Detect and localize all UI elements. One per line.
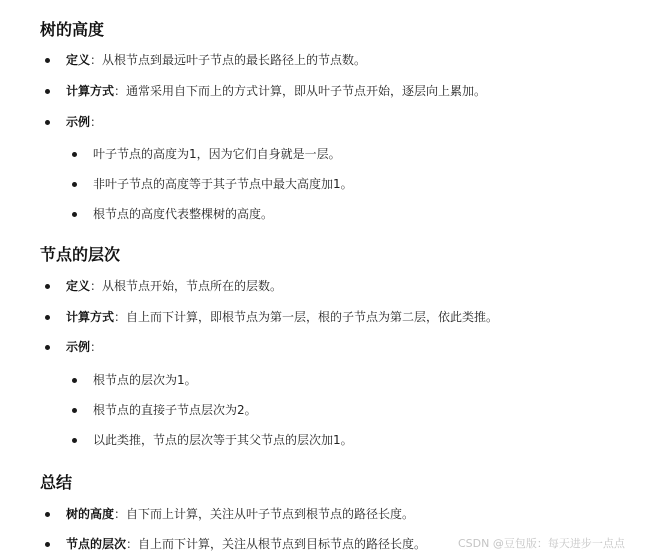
sub-list-item bbox=[93, 432, 353, 448]
sub-item-text: 根节点的层次为1。 bbox=[93, 373, 197, 387]
list-item bbox=[66, 278, 282, 294]
item-text: ： bbox=[90, 340, 103, 354]
bullet-dot bbox=[45, 58, 50, 63]
bullet-dot bbox=[45, 315, 50, 320]
item-label: 计算方式 bbox=[66, 84, 115, 98]
bullet-dot bbox=[45, 542, 50, 547]
bullet-dot bbox=[72, 378, 77, 383]
item-label: 定义 bbox=[66, 53, 91, 67]
list-item bbox=[66, 114, 102, 130]
item-label: 定义 bbox=[66, 279, 91, 293]
item-label: 计算方式 bbox=[66, 310, 115, 324]
list-item bbox=[66, 52, 366, 68]
watermark: CSDN @豆包版：每天进步一点点 bbox=[458, 537, 625, 550]
section-title-node-level: 节点的层次 bbox=[40, 245, 121, 264]
bullet-dot bbox=[72, 212, 77, 217]
bullet-dot bbox=[45, 89, 50, 94]
section-title-summary: 总结 bbox=[40, 473, 73, 492]
bullet-dot bbox=[72, 438, 77, 443]
item-text: ：从根节点到最远叶子节点的最长路径上的节点数。 bbox=[90, 53, 367, 67]
item-label: 示例 bbox=[66, 115, 91, 129]
bullet-dot bbox=[45, 512, 50, 517]
sub-list-item bbox=[93, 176, 353, 192]
item-text: ：自上而下计算，关注从根节点到目标节点的路径长度。 bbox=[126, 537, 427, 551]
sub-item-text: 以此类推，节点的层次等于其父节点的层次加1。 bbox=[93, 433, 353, 447]
list-item bbox=[66, 309, 498, 325]
sub-list-item bbox=[93, 372, 197, 388]
sub-item-text: 非叶子节点的高度等于其子节点中最大高度加1。 bbox=[93, 177, 353, 191]
list-item bbox=[66, 83, 486, 99]
bullet-dot bbox=[45, 345, 50, 350]
section-title-tree-height: 树的高度 bbox=[40, 20, 105, 39]
list-item bbox=[66, 536, 426, 552]
list-item bbox=[66, 339, 102, 355]
item-label: 节点的层次 bbox=[66, 537, 127, 551]
list-item bbox=[66, 506, 414, 522]
item-text: ：通常采用自下而上的方式计算，即从叶子节点开始，逐层向上累加。 bbox=[114, 84, 487, 98]
item-text: ：自下而上计算，关注从叶子节点到根节点的路径长度。 bbox=[114, 507, 415, 521]
bullet-dot bbox=[72, 152, 77, 157]
item-text: ：自上而下计算，即根节点为第一层，根的子节点为第二层，依此类推。 bbox=[114, 310, 499, 324]
sub-list-item bbox=[93, 146, 341, 162]
item-label: 树的高度 bbox=[66, 507, 115, 521]
bullet-dot bbox=[72, 182, 77, 187]
item-label: 示例 bbox=[66, 340, 91, 354]
sub-item-text: 根节点的高度代表整棵树的高度。 bbox=[93, 207, 274, 221]
item-text: ：从根节点开始，节点所在的层数。 bbox=[90, 279, 283, 293]
sub-item-text: 叶子节点的高度为1，因为它们自身就是一层。 bbox=[93, 147, 341, 161]
bullet-dot bbox=[45, 284, 50, 289]
bullet-dot bbox=[72, 408, 77, 413]
sub-list-item bbox=[93, 402, 257, 418]
sub-list-item bbox=[93, 206, 273, 222]
sub-item-text: 根节点的直接子节点层次为2。 bbox=[93, 403, 257, 417]
item-text: ： bbox=[90, 115, 103, 129]
bullet-dot bbox=[45, 120, 50, 125]
